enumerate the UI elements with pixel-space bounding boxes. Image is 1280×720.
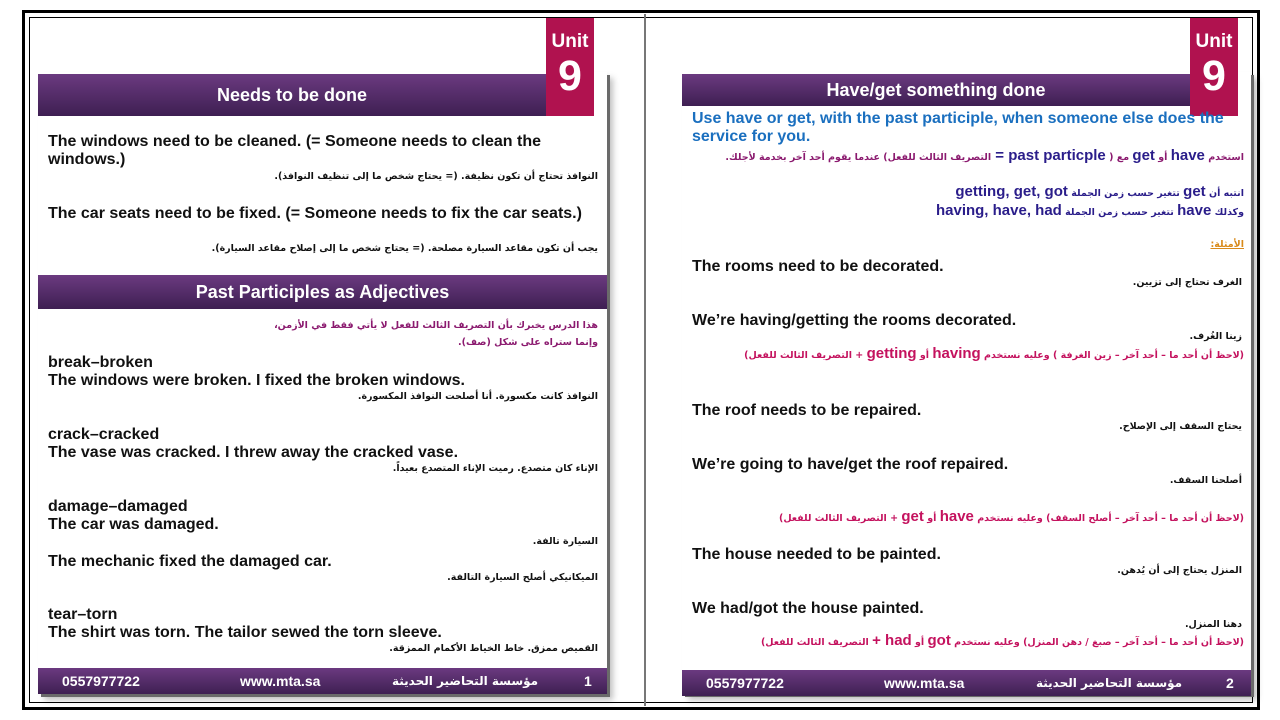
- footer-left: [38, 668, 607, 694]
- have-forms-note: وكذلك have تتغير حسب زمن الجملة having, have, had: [935, 202, 1244, 219]
- examples-label: الأمثلة:: [1210, 239, 1244, 250]
- footer-organization: مؤسسة التحاضير الحديثة: [1036, 676, 1183, 690]
- participle-example-arabic: السيارة تالفة.: [532, 536, 598, 547]
- example-english: We’re having/getting the rooms decorated.: [692, 312, 1017, 329]
- verb-form: damage–damaged: [48, 498, 188, 515]
- example-english: The house needed to be painted.: [692, 546, 941, 563]
- unit-number: 9: [558, 52, 582, 100]
- footer-organization: مؤسسة التحاضير الحديثة: [392, 674, 539, 688]
- example-2-english: The car seats need to be fixed. (= Someone needs to fix the car seats.): [48, 205, 582, 222]
- section-header-text: Past Participles as Adjectives: [195, 281, 450, 302]
- section-header-needs: [38, 74, 546, 116]
- rule-intro-arabic: استخدم have أو get مع ( past particple = التصريف الثالث للفعل) عندما يقوم أحد آخر بخدمة لأجلك.: [725, 147, 1244, 164]
- example-english: The rooms need to be decorated.: [692, 258, 944, 275]
- rule-intro-english: Use have or get, with the past participle, when someone else does the service for you.: [692, 110, 1224, 145]
- example-1-english: The windows need to be cleaned. (= Someone needs to clean the windows.): [48, 133, 541, 168]
- unit-tab-left: [546, 18, 594, 116]
- example-1-arabic: النوافذ تحتاج أن تكون نظيفة. (= يحتاج شخص ما إلى تنظيف النوافذ).: [274, 171, 598, 182]
- participle-example-arabic: الميكانيكي أصلح السيارة التالفة.: [447, 572, 598, 583]
- example-english: We’re going to have/get the roof repaired.: [692, 456, 1009, 473]
- footer-website: www.mta.sa: [884, 675, 965, 691]
- unit-label: Unit: [1195, 31, 1233, 52]
- verb-form: crack–cracked: [48, 426, 160, 443]
- keyword-have: have: [1170, 147, 1205, 164]
- example-arabic: زينا الغُرف.: [1189, 331, 1242, 342]
- usage-note-had-got: (لاحظ أن أحد ما – أحد آخر – صبغ / دهن المنزل) وعليه نستخدم got أو had + التصريف الثالث للفعل): [760, 632, 1244, 649]
- unit-label: Unit: [551, 31, 589, 52]
- participle-example-arabic: الإناء كان متصدع. رميت الإناء المتصدع بعيداً.: [392, 463, 598, 474]
- participle-example-english: The mechanic fixed the damaged car.: [48, 553, 332, 570]
- section-header-text: Have/get something done: [826, 79, 1046, 100]
- example-arabic: دهنا المنزل.: [1184, 619, 1242, 630]
- participle-example-english: The vase was cracked. I threw away the cracked vase.: [48, 444, 459, 461]
- footer-phone: 0557977722: [706, 675, 784, 691]
- keyword-past-participle: past particple =: [991, 147, 1106, 164]
- footer-page-number: 1: [584, 673, 592, 689]
- intro-arabic-line-2: وإنما ستراه على شكل (صف).: [458, 337, 598, 348]
- example-2-arabic: يجب أن تكون مقاعد السيارة مصلحة. (= يحتاج شخص ما إلى إصلاح مقاعد السيارة).: [211, 243, 598, 254]
- footer-page-number: 2: [1226, 675, 1234, 691]
- participle-example-english: The windows were broken. I fixed the broken windows.: [48, 372, 465, 389]
- footer-website: www.mta.sa: [240, 673, 321, 689]
- page-divider: [644, 14, 646, 706]
- footer-right: [682, 670, 1251, 696]
- example-arabic: المنزل يحتاج إلى أن يُدهن.: [1117, 565, 1242, 576]
- unit-number: 9: [1202, 52, 1226, 100]
- example-english: The roof needs to be repaired.: [692, 402, 922, 419]
- example-arabic: أصلحنا السقف.: [1169, 475, 1242, 486]
- section-header-text: Needs to be done: [216, 84, 368, 105]
- intro-arabic-line-1: هذا الدرس يخبرك بأن التصريف الثالث للفعل لا يأتي فقط في الأزمن،: [274, 320, 598, 331]
- keyword-get: get: [1132, 147, 1155, 164]
- get-forms-note: انتبه أن get تتغير حسب زمن الجملة getting, get, got: [955, 183, 1244, 200]
- verb-form: break–broken: [48, 354, 153, 371]
- example-arabic: الغرف تحتاج إلى تزيين.: [1132, 277, 1242, 288]
- participle-example-english: The car was damaged.: [48, 516, 219, 533]
- unit-tab-right: [1190, 18, 1238, 116]
- footer-phone: 0557977722: [62, 673, 140, 689]
- verb-form: tear–torn: [48, 606, 118, 623]
- participle-example-arabic: النوافذ كانت مكسورة. أنا أصلحت النوافذ المكسورة.: [357, 391, 598, 402]
- section-header-have-get: [682, 74, 1190, 106]
- example-english: We had/got the house painted.: [692, 600, 924, 617]
- usage-note-having-getting: (لاحظ أن أحد ما – أحد آخر – زين الغرفة ) وعليه نستخدم having أو getting + التصريف الثالث للفعل): [744, 345, 1244, 362]
- participle-example-english: The shirt was torn. The tailor sewed the torn sleeve.: [48, 624, 442, 641]
- section-header-participles: [38, 275, 607, 309]
- usage-note-have-get: (لاحظ أن أحد ما – أحد آخر – أصلح السقف) وعليه نستخدم have أو get + التصريف الثالث للفعل): [778, 508, 1244, 525]
- example-arabic: يحتاج السقف إلى الإصلاح.: [1119, 421, 1242, 432]
- participle-example-arabic: القميص ممزق. خاط الخياط الأكمام الممزقة.: [389, 643, 598, 654]
